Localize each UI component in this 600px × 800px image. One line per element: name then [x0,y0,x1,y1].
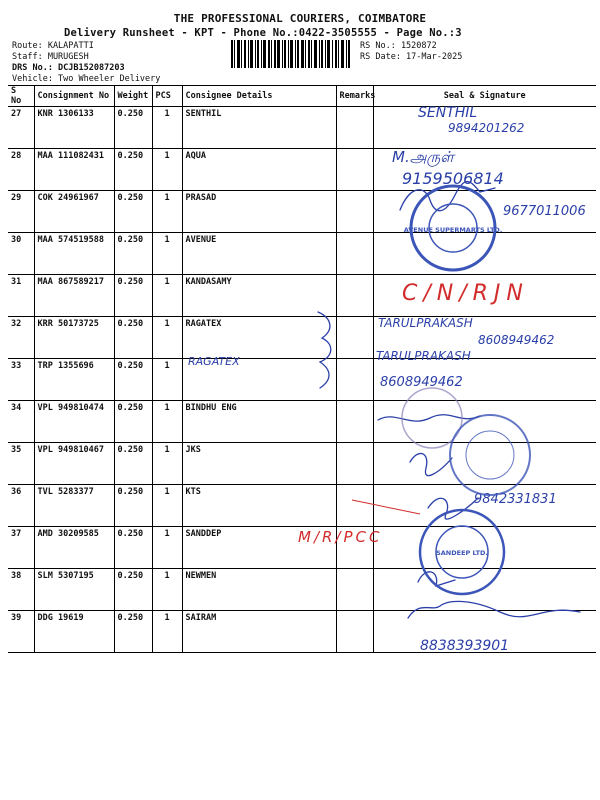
cell-remarks [336,107,373,149]
cell-signature [373,527,596,569]
cell-consignee: BINDHU ENG [182,401,336,443]
sandeep-stamp-text: SANDEEP LTD. [436,549,488,557]
header-right [360,41,462,63]
cell-pcs: 1 [152,569,182,611]
cell-pcs: 1 [152,527,182,569]
handwritten-phone-33: 8608949462 [380,375,463,390]
table-row [8,191,596,233]
handwritten-phone-27: 9894201262 [448,121,525,135]
cell-remarks [336,611,373,653]
route-text: Route: KALAPATTI [12,41,94,51]
cell-weight: 0.250 [114,443,152,485]
cell-sno: 30 [8,233,34,275]
rs-date-text: RS Date: 17-Mar-2025 [360,52,463,62]
table-row [8,233,596,275]
table-row [8,611,596,653]
cell-signature [373,611,596,653]
table-body [8,107,596,653]
cell-consignment: MAA 111082431 [34,149,114,191]
cell-weight: 0.250 [114,401,152,443]
cell-consignee: AVENUE [182,233,336,275]
cell-consignment: TVL 5283377 [34,485,114,527]
vehicle-text: Vehicle: Two Wheeler Delivery [12,74,161,84]
cell-consignee: AQUA [182,149,336,191]
cell-pcs: 1 [152,317,182,359]
cell-sno: 31 [8,275,34,317]
cell-pcs: 1 [152,401,182,443]
cell-sno: 29 [8,191,34,233]
cell-signature [373,191,596,233]
cell-sno: 36 [8,485,34,527]
cell-weight: 0.250 [114,611,152,653]
cell-signature [373,149,596,191]
staff-text: Staff: MURUGESH [12,52,89,62]
cell-signature [373,317,596,359]
cell-pcs: 1 [152,191,182,233]
cell-consignment: VPL 949810474 [34,401,114,443]
cell-pcs: 1 [152,275,182,317]
cell-consignee: PRASAD [182,191,336,233]
cell-consignment: MAA 867589217 [34,275,114,317]
cell-sno: 37 [8,527,34,569]
drs-text: DRS No.: DCJB152087203 [12,63,125,73]
cell-consignee: KANDASAMY [182,275,336,317]
cell-consignment: AMD 30209585 [34,527,114,569]
handwritten-phone-30: 9677011006 [503,204,586,219]
table-row [8,359,596,401]
cell-remarks [336,191,373,233]
cell-consignment: KRR 50173725 [34,317,114,359]
col-consignee: Consignee Details [182,86,336,107]
table-row [8,401,596,443]
cell-sno: 34 [8,401,34,443]
cell-pcs: 1 [152,149,182,191]
cell-weight: 0.250 [114,107,152,149]
handwritten-signature-33: TARULPRAKASH [376,349,471,363]
cell-consignee: RAGATEX [182,317,336,359]
runsheet-subtitle: Delivery Runsheet - KPT - Phone No.:0422-3505555 - Page No.:3 [64,27,462,39]
runsheet-title: THE PROFESSIONAL COURIERS, COIMBATORE [173,12,427,25]
cell-consignee: SANDDEP [182,527,336,569]
table-row [8,443,596,485]
cell-consignee [182,359,336,401]
cell-remarks [336,401,373,443]
cell-weight: 0.250 [114,527,152,569]
cell-weight: 0.250 [114,485,152,527]
cell-weight: 0.250 [114,149,152,191]
col-remarks: Remarks [336,86,373,107]
cell-signature [373,107,596,149]
handwritten-phone-28: 9159506814 [402,169,504,188]
col-consignment: Consignment No [34,86,114,107]
cell-remarks [336,233,373,275]
col-weight: Weight [114,86,152,107]
col-seal-signature: Seal & Signature [373,86,596,107]
header-left [12,41,160,85]
cell-remarks [336,527,373,569]
cell-remarks [336,149,373,191]
cell-sno: 38 [8,569,34,611]
red-note-37: M/R/PCC [298,528,383,546]
cell-consignee: NEWMEN [182,569,336,611]
table-row [8,107,596,149]
handwritten-signature-27: SENTHIL [418,105,478,121]
cell-consignment: TRP 1355696 [34,359,114,401]
cell-consignment: MAA 574519588 [34,233,114,275]
cell-weight: 0.250 [114,191,152,233]
cell-pcs: 1 [152,359,182,401]
table-row [8,317,596,359]
cell-consignee: SENTHIL [182,107,336,149]
cell-sno: 35 [8,443,34,485]
cell-pcs: 1 [152,611,182,653]
handwritten-phone-32: 8608949462 [478,333,555,347]
cell-weight: 0.250 [114,317,152,359]
cell-remarks [336,485,373,527]
table-row [8,485,596,527]
cell-consignee: KTS [182,485,336,527]
cell-sno: 39 [8,611,34,653]
cell-consignment: COK 24961967 [34,191,114,233]
cell-consignee: SAIRAM [182,611,336,653]
cell-pcs: 1 [152,485,182,527]
cell-remarks [336,569,373,611]
handwritten-signature-28: M.அருள் [392,148,454,166]
table-header-row [8,86,596,107]
cell-weight: 0.250 [114,233,152,275]
col-sno: S No [8,86,34,107]
cell-sno: 28 [8,149,34,191]
handwritten-consignee-33: RAGATEX [188,355,240,368]
cell-signature [373,443,596,485]
cell-sno: 33 [8,359,34,401]
cell-weight: 0.250 [114,275,152,317]
cell-consignee: JKS [182,443,336,485]
handwritten-signature-32: TARULPRAKASH [378,316,473,330]
cell-signature [373,359,596,401]
handwritten-phone-36: 9842331831 [474,492,557,507]
red-note-31: C/N/RJN [402,281,529,306]
rs-no-text: RS No.: 1520872 [360,41,437,51]
table-row [8,527,596,569]
handwritten-phone-39: 8838393901 [420,638,510,654]
cell-remarks [336,275,373,317]
barcode [229,40,353,68]
cell-signature [373,401,596,443]
cell-remarks [336,317,373,359]
cell-consignment: SLM 5307195 [34,569,114,611]
table-row [8,275,596,317]
table-row [8,149,596,191]
cell-signature [373,569,596,611]
runsheet-table [8,85,596,653]
cell-consignment: VPL 949810467 [34,443,114,485]
cell-pcs: 1 [152,107,182,149]
cell-signature [373,485,596,527]
cell-pcs: 1 [152,443,182,485]
cell-remarks [336,443,373,485]
avenue-stamp-text: AVENUE SUPERMARTS LTD. [403,226,503,234]
cell-remarks [336,359,373,401]
cell-weight: 0.250 [114,569,152,611]
cell-consignment: KNR 1306133 [34,107,114,149]
cell-weight: 0.250 [114,359,152,401]
cell-sno: 32 [8,317,34,359]
cell-signature [373,233,596,275]
cell-pcs: 1 [152,233,182,275]
col-pcs: PCS [152,86,182,107]
cell-sno: 27 [8,107,34,149]
cell-signature [373,275,596,317]
cell-consignment: DDG 19619 [34,611,114,653]
table-row [8,569,596,611]
